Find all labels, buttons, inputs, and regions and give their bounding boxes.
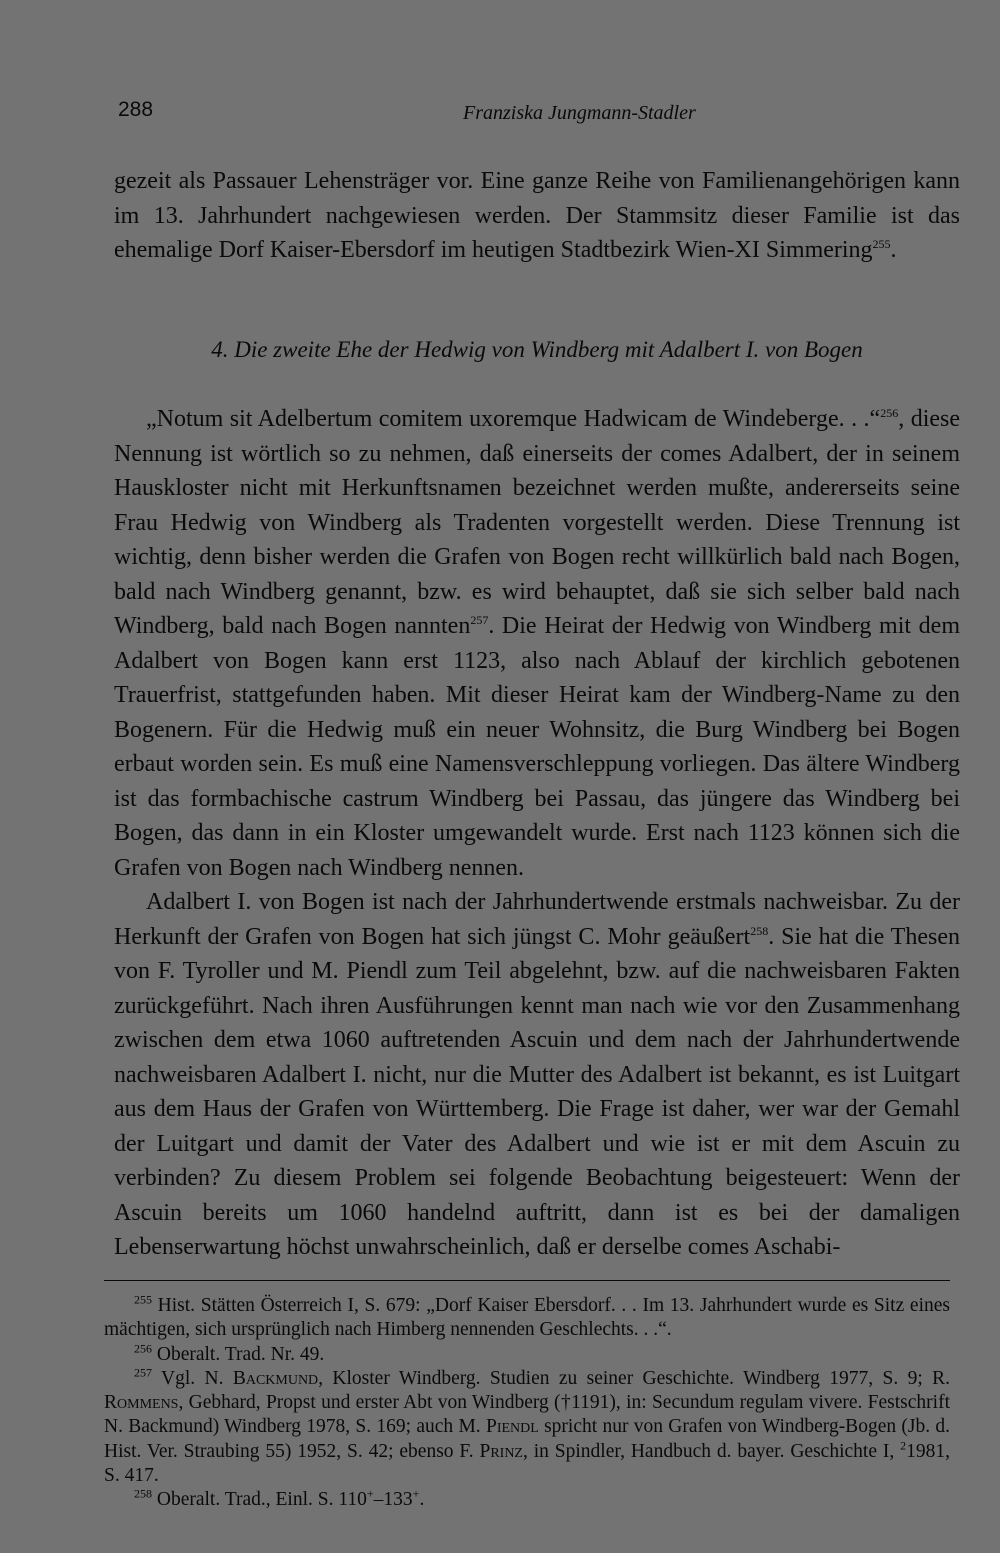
body-paragraphs — [114, 402, 960, 1265]
paragraph-1 — [114, 164, 960, 268]
author-name: Piendl — [485, 1416, 539, 1438]
footnote-mark: 255 — [134, 1292, 152, 1307]
quote-text: „Notum sit Adelbertum comitem uxoremque Hadwicam de Windeberge. . .“ — [146, 406, 881, 432]
footnote-text: Hist. Stätten Österreich I, S. 679: „Dorf Kaiser Ebersdorf. . . Im 13. Jahrhundert wurde es Sitz eines mächtigen, sich ursprünglich nach Himberg nennenden Geschlechts. . .“. — [104, 1295, 950, 1341]
paragraph-text: , diese Nennung ist wörtlich so zu nehmen, daß einerseits der comes Adalbert, der in seinem Hauskloster nicht mit Herkunftsnamen bezeichnet werden mußte, andererseits seine Frau Hedwig von Windberg als Tradenten vorgestellt werden. Diese Trennung ist wichtig, denn bisher werden die Grafen von Bogen recht willkürlich bald nach Bogen, bald nach Windberg genannt, bzw. es wird behauptet, daß sie sich selber bald nach Windberg, bald nach Bogen nannten — [114, 406, 961, 639]
footnote-mark: 257 — [134, 1365, 152, 1380]
footnote-text: . — [419, 1489, 425, 1511]
footnote-ref-257: 257 — [470, 613, 489, 627]
footnote-258 — [104, 1488, 950, 1512]
paragraph-text: Adalbert I. von Bogen ist nach der Jahrhundertwende erstmals nachweisbar. Zu der Herkunft der Grafen von Bogen hat sich jüngst C. Mohr geäußert — [114, 889, 960, 950]
footnote-256 — [104, 1343, 950, 1367]
footnote-257 — [104, 1367, 950, 1488]
plus-mark: + — [366, 1486, 374, 1501]
paragraph-2 — [114, 402, 960, 885]
paragraph-text: gezeit als Passauer Lehensträger vor. Eine ganze Reihe von Familienangehörigen kann im 13. Jahrhundert nachgewiesen werden. Der Stammsitz dieser Familie ist das ehemalige Dorf Kaiser-Ebersdorf im heutigen Stadtbezirk Wien-XI Simmering — [114, 168, 960, 263]
paragraph-text: . Die Heirat der Hedwig von Windberg mit dem Adalbert von Bogen kann erst 1123, also nach Ablauf der kirchlich gebotenen Trauerfrist, stattgefunden haben. Mit dieser Heirat kam der Windberg-Name zu den Bogenern. Für die Hedwig muß ein neuer Wohnsitz, die Burg Windberg bei Bogen erbaut worden sein. Es muß eine Namensverschleppung vorliegen. Das ältere Windberg ist das formbachische castrum Windberg bei Passau, das jüngere das Windberg bei Bogen, das dann in ein Kloster umgewandelt wurde. Erst nach 1123 können sich die Grafen von Bogen nach Windberg nennen. — [114, 613, 960, 881]
footnote-text: , Gebhard, Propst und erster Abt von Windberg (†1191), in: Secundum regulam vivere. Festschrift N. Backmund) Windberg 1978, S. 169; auch M. — [104, 1392, 950, 1438]
footnote-text: Vgl. N. — [152, 1367, 233, 1389]
footnotes — [104, 1294, 950, 1513]
footnote-divider — [104, 1280, 950, 1281]
author-name: Backmund — [232, 1367, 319, 1389]
footnote-mark: 258 — [134, 1486, 152, 1501]
running-head: Franziska Jungmann-Stadler — [463, 102, 696, 124]
footnote-ref-255: 255 — [872, 237, 891, 251]
footnote-text: , in Spindler, Handbuch d. bayer. Geschichte I, — [522, 1440, 901, 1462]
section-heading: 4. Die zweite Ehe der Hedwig von Windberg mit Adalbert I. von Bogen — [211, 337, 863, 362]
author-name: Rommens — [104, 1392, 179, 1414]
plus-mark: + — [412, 1486, 420, 1501]
footnote-ref-258: 258 — [750, 923, 769, 938]
footnote-mark: 256 — [134, 1341, 152, 1356]
footnote-text: Oberalt. Trad. Nr. 49. — [152, 1343, 325, 1365]
paragraph-3 — [114, 885, 960, 1265]
footnote-text: Oberalt. Trad., Einl. S. 110 — [152, 1489, 367, 1511]
footnote-text: 1981, S. 417. — [104, 1440, 950, 1487]
footnote-ref-256: 256 — [880, 406, 899, 420]
footnote-text: , Kloster Windberg. Studien zu seiner Geschichte. Windberg 1977, S. 9; R. — [318, 1367, 951, 1389]
page-number: 288 — [118, 98, 154, 121]
page-header — [118, 98, 948, 128]
edition-number: 2 — [900, 1438, 907, 1453]
paragraph-text: . Sie hat die Thesen von F. Tyroller und M. Piendl zum Teil abgelehnt, bzw. auf die nachweisbaren Fakten zurückgeführt. Nach ihren Ausführungen kennt man nach wie vor den Zusammenhang zwischen dem etwa 1060 auftretenden Ascuin und dem nach der Jahrhundertwende nachweisbaren Adalbert I. nicht, nur die Mutter des Adalbert ist bekannt, es ist Luitgart aus dem Haus der Grafen von Württemberg. Die Frage ist daher, wer war der Gemahl der Luitgart und damit der Vater des Adalbert und wie ist er mit dem Ascuin zu verbinden? Zu diesem Problem sei folgende Beobachtung beigesteuert: Wenn der Ascuin bereits um 1060 handelnd auftritt, dann ist es bei der damaligen Lebenserwartung höchst unwahrscheinlich, daß er derselbe comes Aschabi- — [114, 923, 960, 1260]
footnote-text: spricht nur von Grafen von Windberg-Bogen (Jb. d. Hist. Ver. Straubing 55) 1952, S. 42; ebenso F. — [104, 1416, 950, 1462]
paragraph-end: . — [890, 237, 897, 263]
footnote-text: –133 — [373, 1489, 413, 1511]
author-name: Prinz — [479, 1440, 523, 1462]
footnote-255 — [104, 1294, 950, 1343]
